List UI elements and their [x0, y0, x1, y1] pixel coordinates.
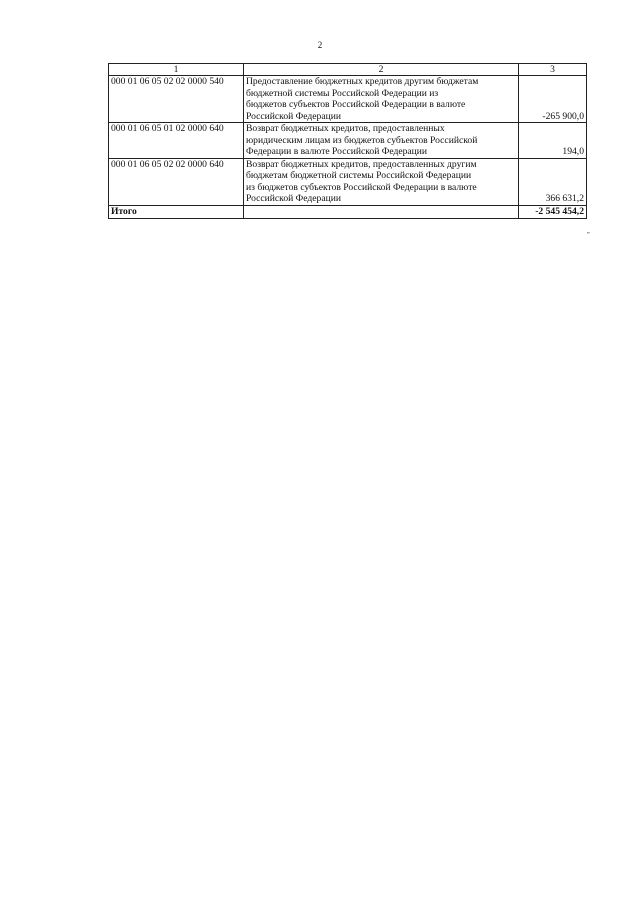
description-line: Российской Федерации — [246, 110, 341, 122]
description-cell — [244, 123, 519, 159]
total-label: Итого — [109, 205, 244, 218]
closing-quote-mark: ” — [587, 232, 590, 238]
amount-cell: -265 900,0 — [519, 76, 587, 123]
budget-code-cell: 000 01 06 05 02 02 0000 540 — [109, 76, 244, 123]
budget-code-cell: 000 01 06 05 02 02 0000 640 — [109, 158, 244, 205]
description-line: Предоставление бюджетных кредитов другим бюджетам — [246, 76, 479, 87]
column-header-1: 1 — [109, 64, 244, 76]
table-row — [109, 123, 587, 159]
total-description-empty — [244, 205, 519, 218]
description-line: Возврат бюджетных кредитов, предоставленных другим — [246, 158, 477, 170]
description-line: бюджетной системы Российской Федерации из — [246, 87, 439, 99]
total-amount: -2 545 454,2 — [519, 205, 587, 218]
column-header-2: 2 — [244, 64, 519, 76]
table-header-row — [109, 64, 587, 76]
total-row — [109, 205, 587, 218]
budget-code-cell: 000 01 06 05 01 02 0000 640 — [109, 123, 244, 159]
description-line: Российской Федерации — [246, 193, 341, 204]
description-line: бюджетам бюджетной системы Российской Федерации — [246, 170, 472, 181]
table-row — [109, 76, 587, 123]
amount-cell: 366 631,2 — [519, 158, 587, 205]
description-line: бюджетов субъектов Российской Федерации в валюте — [246, 99, 466, 110]
page-number: 2 — [317, 40, 323, 50]
description-line: Возврат бюджетных кредитов, предоставленных — [246, 123, 445, 134]
amount-cell: 194,0 — [519, 123, 587, 159]
budget-sources-table — [108, 63, 587, 219]
description-cell — [244, 76, 519, 123]
description-line: из бюджетов субъектов Российской Федерации в валюте — [246, 181, 477, 193]
description-line: юридическим лицам из бюджетов субъектов Российской — [246, 134, 478, 146]
description-line: Федерации в валюте Российской Федерации — [246, 146, 428, 157]
description-cell — [244, 158, 519, 205]
column-header-3: 3 — [519, 64, 587, 76]
table-row — [109, 158, 587, 205]
